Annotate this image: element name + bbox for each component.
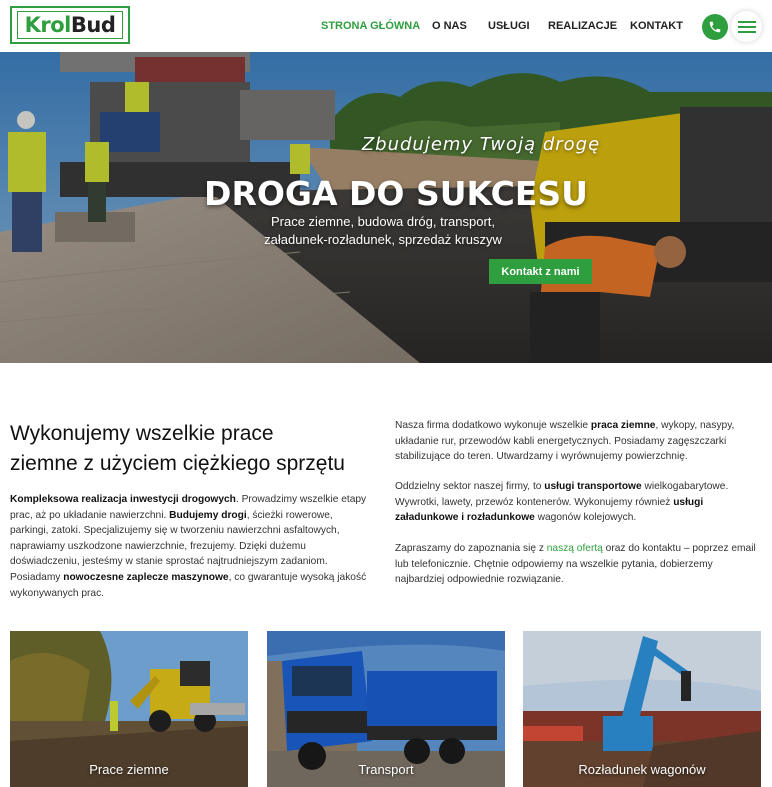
bold-text: usługi załadunkowe i rozładunkowe bbox=[395, 496, 704, 524]
logo[interactable] bbox=[10, 6, 130, 44]
phone-button[interactable] bbox=[702, 14, 728, 40]
bold-text: nowoczesne zaplecze maszynowe bbox=[63, 571, 229, 583]
nav-o-nas[interactable]: O NAS bbox=[432, 20, 467, 32]
card-label: Rozładunek wagonów bbox=[578, 762, 706, 777]
bold-text: usługi transportowe bbox=[544, 481, 642, 492]
hamburger-menu-icon bbox=[738, 21, 756, 33]
service-card-prace-ziemne[interactable] bbox=[10, 631, 248, 787]
body-text: wagonów kolejowych. bbox=[534, 512, 637, 524]
body-text: Nasza firma dodatkowo wykonuje wszelkie bbox=[395, 420, 591, 431]
menu-button[interactable] bbox=[731, 11, 762, 42]
bold-text: praca ziemne bbox=[590, 420, 656, 431]
logo-frame bbox=[17, 11, 123, 39]
body-text: . Prowadzimy wszelkie etapy prac, aż po układanie nawierzchni. bbox=[10, 494, 367, 521]
intro-right-paragraph-1 bbox=[395, 418, 760, 465]
bold-text: Budujemy drogi bbox=[169, 509, 247, 521]
nav-uslugi[interactable]: USŁUGI bbox=[488, 20, 530, 32]
intro-heading bbox=[10, 419, 380, 479]
intro-heading-line-1: Wykonujemy wszelkie prace bbox=[10, 422, 274, 445]
service-card-rozladunek[interactable] bbox=[523, 631, 761, 787]
hero-subtitle-line-1: Prace ziemne, budowa dróg, transport, bbox=[270, 214, 495, 229]
hero-title: DROGA DO SUKCESU bbox=[204, 174, 588, 213]
hero-subtitle bbox=[233, 213, 533, 249]
intro-right-paragraph-3 bbox=[395, 541, 760, 588]
intro-heading-line-2: ziemne z użyciem ciężkiego sprzętu bbox=[10, 452, 345, 475]
body-text: oraz do kontaktu – poprzez email lub telefonicznie. Chętnie odpowiemy na wszelkie pytania, dobierzemy najbardziej odpowiednie rozwiązanie. bbox=[395, 543, 756, 586]
contact-cta-button[interactable]: Kontakt z nami bbox=[489, 259, 592, 284]
nav-kontakt[interactable]: KONTAKT bbox=[630, 20, 683, 32]
offer-link[interactable]: naszą ofertą bbox=[546, 543, 603, 554]
nav-realizacje[interactable]: REALIZACJE bbox=[548, 20, 618, 32]
bold-text: Kompleksowa realizacja inwestycji drogowych bbox=[10, 494, 236, 505]
body-text: , ścieżki rowerowe, parkingi, zatoki. Specjalizujemy się w tworzeniu nawierzchni asfaltowych, naprawiamy uszkodzone nawierzchnie, frezujemy. Dzięki dużemu doświadczeniu, jesteśmy w stanie sprostać najtrudniejszym zadaniom. Posiadamy bbox=[10, 509, 340, 583]
body-text: Zapraszamy do zapoznania się z bbox=[395, 543, 547, 554]
logo-text bbox=[25, 13, 116, 37]
service-card-transport[interactable] bbox=[267, 631, 505, 787]
body-text: Oddzielny sektor naszej firmy, to bbox=[395, 481, 545, 492]
body-text: wielkogabarytowe. Wywrotki, lawety, przewóz kontenerów. Wykonujemy również bbox=[395, 481, 729, 508]
hero-kicker: Zbudujemy Twoją drogę bbox=[361, 134, 601, 155]
intro-right-paragraph-2 bbox=[395, 479, 735, 526]
logo-part-krol: Krol bbox=[24, 13, 71, 37]
site-header bbox=[0, 0, 772, 52]
logo-part-bud: Bud bbox=[70, 13, 116, 37]
intro-left-paragraph bbox=[10, 492, 370, 601]
body-text: , co gwarantuje wysoką jakość wykonywanych prac. bbox=[10, 571, 367, 599]
nav-strona-glowna[interactable]: STRONA GŁÓWNA bbox=[321, 20, 421, 32]
hero-banner bbox=[0, 52, 772, 363]
body-text: , wykopy, nasypy, układanie rur, przewodów kabli energetycznych. Posiadamy zagęszczarki stabilizujące do teren. Utwardzamy i wyrównujemy powierzchnię. bbox=[395, 420, 735, 463]
card-label: Transport bbox=[358, 762, 414, 777]
hero-subtitle-line-2: załadunek-rozładunek, sprzedaż kruszyw bbox=[264, 232, 502, 247]
card-label: Prace ziemne bbox=[89, 762, 169, 777]
phone-icon bbox=[708, 20, 722, 34]
